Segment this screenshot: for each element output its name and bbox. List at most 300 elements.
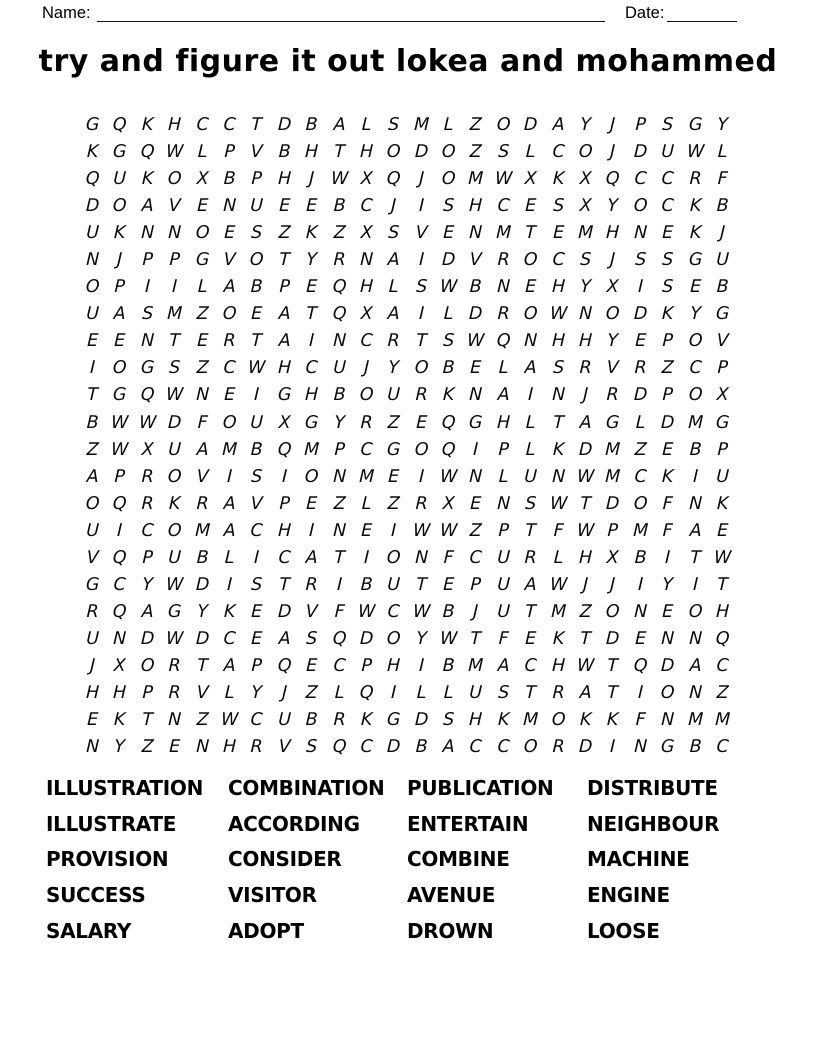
puzzle-letter: U <box>496 547 511 568</box>
puzzle-letter: D <box>85 195 100 216</box>
puzzle-letter: C <box>634 466 647 487</box>
puzzle-letter: X <box>360 303 373 324</box>
puzzle-letter: R <box>497 303 510 324</box>
puzzle-letter: Y <box>306 249 318 270</box>
puzzle-letter: H <box>578 547 593 568</box>
puzzle-letter: M <box>468 655 485 676</box>
puzzle-letter: H <box>113 682 128 703</box>
puzzle-letter: W <box>439 466 458 487</box>
puzzle-letter: Z <box>661 357 675 378</box>
puzzle-letter: O <box>167 520 183 541</box>
puzzle-letter: W <box>165 141 184 162</box>
puzzle-letter: S <box>497 682 510 703</box>
word-list-item: DROWN <box>407 918 494 943</box>
puzzle-letter: N <box>496 493 511 514</box>
puzzle-letter: P <box>141 682 154 703</box>
word-list-item: COMBINATION <box>228 776 385 800</box>
puzzle-letter: C <box>141 520 154 541</box>
puzzle-letter: G <box>715 303 730 324</box>
name-blank-line <box>97 21 605 22</box>
puzzle-letter: L <box>416 682 427 703</box>
puzzle-letter: Y <box>580 276 592 297</box>
puzzle-letter: R <box>223 330 237 351</box>
puzzle-letter: E <box>525 628 537 649</box>
puzzle-letter: Q <box>633 655 648 676</box>
puzzle-letter: V <box>606 357 620 378</box>
puzzle-letter: I <box>528 384 534 405</box>
puzzle-letter: C <box>360 330 374 351</box>
puzzle-letter: R <box>168 655 182 676</box>
puzzle-letter: Q <box>112 547 128 568</box>
puzzle-letter: P <box>278 276 291 297</box>
puzzle-letter: K <box>305 222 318 243</box>
puzzle-letter: J <box>89 655 96 676</box>
puzzle-letter: K <box>689 195 702 216</box>
puzzle-letter: S <box>661 249 674 270</box>
puzzle-letter: A <box>278 330 291 351</box>
puzzle-letter: W <box>138 412 157 433</box>
puzzle-letter: Q <box>441 412 457 433</box>
puzzle-letter: I <box>144 276 151 297</box>
puzzle-letter: O <box>688 384 703 405</box>
puzzle-letter: A <box>223 655 236 676</box>
puzzle-letter: T <box>415 574 428 595</box>
puzzle-letter: N <box>414 547 429 568</box>
puzzle-letter: Y <box>580 114 592 135</box>
puzzle-letter: C <box>551 141 565 162</box>
puzzle-letter: E <box>525 195 537 216</box>
puzzle-letter: R <box>634 357 647 378</box>
puzzle-letter: K <box>223 601 236 622</box>
puzzle-letter: D <box>414 709 429 730</box>
puzzle-letter: C <box>661 195 675 216</box>
puzzle-letter: U <box>250 412 264 433</box>
puzzle-letter: M <box>687 709 704 730</box>
puzzle-letter: T <box>251 114 263 135</box>
puzzle-letter: M <box>194 520 211 541</box>
puzzle-letter: L <box>443 682 454 703</box>
puzzle-letter: T <box>689 547 701 568</box>
puzzle-letter: N <box>167 709 182 730</box>
puzzle-letter: J <box>473 601 480 622</box>
puzzle-letter: B <box>415 736 428 757</box>
puzzle-letter: G <box>605 412 621 433</box>
puzzle-letter: L <box>224 547 235 568</box>
puzzle-letter: K <box>141 114 154 135</box>
puzzle-letter: D <box>386 736 402 757</box>
puzzle-letter: E <box>716 520 729 541</box>
puzzle-letter: E <box>305 655 318 676</box>
puzzle-letter: I <box>308 330 315 351</box>
puzzle-letter: K <box>360 709 373 730</box>
puzzle-letter: K <box>661 466 674 487</box>
puzzle-letter: V <box>168 195 182 216</box>
puzzle-letter: V <box>305 601 319 622</box>
puzzle-letter: H <box>606 222 621 243</box>
puzzle-letter: O <box>441 168 457 189</box>
puzzle-letter: X <box>141 439 154 460</box>
puzzle-letter: G <box>304 412 319 433</box>
puzzle-letter: J <box>391 195 397 216</box>
puzzle-letter: O <box>523 249 539 270</box>
puzzle-letter: W <box>549 493 568 514</box>
puzzle-letter: U <box>715 466 730 487</box>
puzzle-letter: B <box>195 547 209 568</box>
puzzle-letter: S <box>442 195 455 216</box>
puzzle-letter: E <box>634 330 647 351</box>
puzzle-letter: R <box>168 682 182 703</box>
puzzle-letter: D <box>140 628 155 649</box>
puzzle-letter: P <box>717 357 729 378</box>
puzzle-letter: C <box>497 195 511 216</box>
puzzle-letter: D <box>606 628 621 649</box>
puzzle-letter: R <box>414 493 428 514</box>
puzzle-letter: N <box>359 249 374 270</box>
puzzle-letter: P <box>662 384 674 405</box>
puzzle-letter: B <box>332 195 346 216</box>
puzzle-letter: Y <box>196 601 208 622</box>
puzzle-letter: G <box>167 601 182 622</box>
puzzle-letter: C <box>387 601 401 622</box>
puzzle-letter: J <box>610 574 617 595</box>
puzzle-letter: D <box>606 493 621 514</box>
puzzle-letter: K <box>86 141 99 162</box>
puzzle-letter: P <box>224 141 236 162</box>
puzzle-letter: Q <box>112 601 128 622</box>
puzzle-letter: Q <box>277 655 292 676</box>
puzzle-letter: Y <box>662 574 674 595</box>
word-list-item: LOOSE <box>587 918 660 943</box>
puzzle-letter: J <box>582 574 589 595</box>
puzzle-letter: C <box>195 114 209 135</box>
puzzle-letter: J <box>418 168 425 189</box>
puzzle-letter: V <box>250 493 264 514</box>
puzzle-letter: D <box>441 249 456 270</box>
puzzle-letter: B <box>634 547 647 568</box>
puzzle-letter: B <box>442 601 456 622</box>
puzzle-letter: E <box>442 574 455 595</box>
puzzle-letter: L <box>525 439 537 460</box>
puzzle-letter: K <box>113 709 127 730</box>
puzzle-letter: M <box>221 439 238 460</box>
puzzle-grid <box>79 111 736 760</box>
puzzle-letter: K <box>497 709 510 730</box>
puzzle-letter: C <box>661 168 675 189</box>
puzzle-letter: E <box>114 330 126 351</box>
puzzle-letter: I <box>336 574 343 595</box>
puzzle-letter: W <box>111 412 130 433</box>
puzzle-letter: D <box>359 628 374 649</box>
puzzle-letter: J <box>719 222 726 243</box>
puzzle-letter: N <box>578 303 593 324</box>
puzzle-letter: K <box>552 439 565 460</box>
puzzle-letter: H <box>496 412 511 433</box>
puzzle-letter: E <box>251 628 263 649</box>
puzzle-letter: U <box>168 547 182 568</box>
puzzle-letter: Q <box>112 493 128 514</box>
puzzle-letter: K <box>168 493 181 514</box>
puzzle-letter: E <box>442 222 455 243</box>
puzzle-letter: L <box>635 412 646 433</box>
puzzle-letter: Z <box>387 493 401 514</box>
puzzle-letter: E <box>305 493 318 514</box>
puzzle-letter: Z <box>332 493 346 514</box>
puzzle-letter: C <box>497 736 511 757</box>
puzzle-letter: H <box>359 276 374 297</box>
puzzle-letter: V <box>415 222 428 243</box>
puzzle-letter: W <box>330 168 349 189</box>
puzzle-letter: Z <box>195 357 209 378</box>
puzzle-letter: S <box>388 114 400 135</box>
puzzle-letter: U <box>85 628 100 649</box>
puzzle-letter: S <box>579 249 592 270</box>
puzzle-letter: H <box>277 168 292 189</box>
puzzle-letter: T <box>251 330 263 351</box>
puzzle-letter: R <box>250 736 264 757</box>
puzzle-letter: Z <box>195 303 209 324</box>
puzzle-letter: M <box>303 439 320 460</box>
puzzle-letter: B <box>250 439 264 460</box>
puzzle-letter: X <box>278 412 291 433</box>
puzzle-letter: N <box>140 330 155 351</box>
puzzle-letter: S <box>552 357 565 378</box>
puzzle-letter: J <box>363 357 370 378</box>
puzzle-letter: R <box>332 709 346 730</box>
puzzle-letter: B <box>688 439 702 460</box>
puzzle-letter: N <box>660 628 675 649</box>
puzzle-letter: H <box>551 276 566 297</box>
puzzle-letter: X <box>606 547 620 568</box>
puzzle-letter: E <box>305 276 318 297</box>
puzzle-letter: C <box>360 736 374 757</box>
puzzle-letter: G <box>85 114 100 135</box>
puzzle-letter: O <box>496 114 511 135</box>
puzzle-letter: D <box>469 303 484 324</box>
puzzle-letter: E <box>278 195 291 216</box>
puzzle-letter: E <box>168 736 181 757</box>
puzzle-letter: Z <box>579 601 593 622</box>
puzzle-letter: E <box>525 276 537 297</box>
puzzle-letter: A <box>223 520 236 541</box>
puzzle-letter: J <box>582 384 589 405</box>
puzzle-letter: U <box>113 168 127 189</box>
puzzle-letter: I <box>610 736 617 757</box>
puzzle-letter: Q <box>359 682 374 703</box>
puzzle-letter: B <box>305 114 319 135</box>
puzzle-letter: I <box>418 249 425 270</box>
puzzle-letter: C <box>332 655 346 676</box>
puzzle-letter: N <box>332 466 347 487</box>
puzzle-letter: N <box>469 466 484 487</box>
puzzle-letter: W <box>467 330 486 351</box>
puzzle-letter: O <box>660 682 676 703</box>
puzzle-letter: N <box>140 222 155 243</box>
puzzle-letter: P <box>278 493 291 514</box>
puzzle-letter: C <box>223 114 237 135</box>
puzzle-letter: O <box>304 466 320 487</box>
puzzle-letter: T <box>278 249 291 270</box>
puzzle-letter: I <box>637 682 644 703</box>
puzzle-letter: F <box>443 547 455 568</box>
puzzle-letter: M <box>605 439 622 460</box>
puzzle-letter: F <box>662 520 674 541</box>
puzzle-letter: M <box>550 601 567 622</box>
puzzle-letter: C <box>469 547 483 568</box>
word-list-item: ENGINE <box>587 883 670 908</box>
puzzle-letter: P <box>251 168 263 189</box>
puzzle-letter: O <box>605 303 621 324</box>
puzzle-letter: Q <box>331 276 347 297</box>
puzzle-letter: V <box>469 249 483 270</box>
puzzle-letter: Z <box>387 412 401 433</box>
puzzle-letter: P <box>662 330 674 351</box>
puzzle-letter: S <box>497 141 510 162</box>
puzzle-letter: Y <box>607 195 619 216</box>
puzzle-letter: R <box>141 466 154 487</box>
puzzle-letter: T <box>552 412 565 433</box>
puzzle-letter: E <box>470 493 483 514</box>
puzzle-letter: E <box>251 601 263 622</box>
puzzle-letter: E <box>86 330 99 351</box>
puzzle-letter: P <box>470 574 482 595</box>
puzzle-letter: I <box>637 574 644 595</box>
puzzle-letter: H <box>715 601 730 622</box>
puzzle-letter: Z <box>716 682 730 703</box>
puzzle-letter: S <box>525 493 537 514</box>
puzzle-letter: H <box>167 114 182 135</box>
puzzle-letter: O <box>688 601 703 622</box>
puzzle-letter: Q <box>85 168 100 189</box>
puzzle-letter: N <box>633 601 648 622</box>
puzzle-letter: X <box>360 168 373 189</box>
puzzle-letter: N <box>195 736 210 757</box>
puzzle-letter: Q <box>715 628 730 649</box>
puzzle-letter: D <box>578 439 593 460</box>
puzzle-letter: F <box>498 628 509 649</box>
puzzle-letter: N <box>660 709 675 730</box>
puzzle-letter: A <box>387 303 401 324</box>
word-list-item: PROVISION <box>46 847 169 872</box>
puzzle-letter: O <box>688 330 703 351</box>
word-list-item: MACHINE <box>587 847 690 872</box>
puzzle-letter: W <box>165 384 184 405</box>
puzzle-letter: O <box>386 628 402 649</box>
word-list-item: VISITOR <box>228 883 317 908</box>
puzzle-letter: U <box>715 249 730 270</box>
puzzle-letter: O <box>386 141 402 162</box>
puzzle-letter: C <box>716 736 730 757</box>
puzzle-letter: V <box>278 736 291 757</box>
puzzle-letter: D <box>195 628 210 649</box>
puzzle-letter: J <box>117 249 124 270</box>
puzzle-letter: H <box>469 195 484 216</box>
puzzle-letter: P <box>333 439 345 460</box>
puzzle-letter: C <box>360 439 374 460</box>
puzzle-letter: N <box>688 628 703 649</box>
puzzle-letter: A <box>579 412 593 433</box>
puzzle-letter: D <box>578 736 593 757</box>
puzzle-letter: I <box>308 520 315 541</box>
puzzle-letter: K <box>141 168 154 189</box>
puzzle-letter: W <box>494 168 513 189</box>
puzzle-letter: S <box>305 736 318 757</box>
puzzle-letter: C <box>469 736 483 757</box>
word-list-item: COMBINE <box>407 847 510 872</box>
puzzle-letter: N <box>688 493 703 514</box>
puzzle-letter: R <box>551 682 565 703</box>
puzzle-letter: R <box>524 547 538 568</box>
puzzle-letter: I <box>254 384 260 405</box>
puzzle-letter: A <box>442 736 456 757</box>
puzzle-letter: N <box>167 222 182 243</box>
puzzle-letter: B <box>332 384 346 405</box>
puzzle-letter: G <box>195 249 210 270</box>
puzzle-letter: G <box>277 384 292 405</box>
puzzle-letter: H <box>578 330 593 351</box>
puzzle-letter: Z <box>469 114 483 135</box>
puzzle-letter: A <box>141 601 154 622</box>
puzzle-letter: T <box>525 601 537 622</box>
puzzle-letter: S <box>415 276 428 297</box>
puzzle-letter: F <box>552 520 564 541</box>
puzzle-letter: I <box>363 547 370 568</box>
puzzle-letter: V <box>195 682 209 703</box>
word-list-item: AVENUE <box>407 883 496 908</box>
puzzle-letter: H <box>551 330 566 351</box>
puzzle-letter: L <box>525 412 537 433</box>
puzzle-letter: T <box>141 709 154 730</box>
puzzle-letter: K <box>442 384 455 405</box>
word-list-item: ILLUSTRATE <box>46 811 177 836</box>
puzzle-letter: I <box>391 520 397 541</box>
puzzle-letter: L <box>498 466 509 487</box>
puzzle-letter: I <box>692 574 699 595</box>
puzzle-letter: U <box>469 682 483 703</box>
puzzle-letter: I <box>418 466 425 487</box>
puzzle-letter: A <box>223 276 236 297</box>
puzzle-letter: S <box>168 357 181 378</box>
puzzle-letter: X <box>113 655 127 676</box>
puzzle-letter: O <box>523 303 539 324</box>
puzzle-letter: O <box>633 195 648 216</box>
puzzle-letter: C <box>113 574 127 595</box>
puzzle-letter: L <box>443 114 454 135</box>
puzzle-letter: O <box>195 222 210 243</box>
puzzle-letter: K <box>552 628 565 649</box>
puzzle-letter: Q <box>331 303 347 324</box>
puzzle-letter: I <box>418 303 425 324</box>
puzzle-letter: W <box>686 141 705 162</box>
word-list-item: ADOPT <box>228 918 304 943</box>
puzzle-letter: N <box>222 195 237 216</box>
puzzle-letter: O <box>551 709 566 730</box>
puzzle-letter: N <box>332 520 347 541</box>
puzzle-letter: H <box>277 520 292 541</box>
puzzle-letter: P <box>141 249 154 270</box>
puzzle-letter: O <box>523 736 539 757</box>
puzzle-letter: I <box>171 276 178 297</box>
puzzle-letter: G <box>715 412 730 433</box>
puzzle-letter: V <box>86 547 100 568</box>
puzzle-letter: L <box>197 276 208 297</box>
puzzle-letter: A <box>551 114 565 135</box>
puzzle-letter: G <box>112 141 128 162</box>
puzzle-letter: R <box>551 736 565 757</box>
puzzle-letter: L <box>553 547 564 568</box>
puzzle-letter: W <box>439 628 458 649</box>
puzzle-letter: T <box>278 574 291 595</box>
puzzle-letter: D <box>277 114 292 135</box>
